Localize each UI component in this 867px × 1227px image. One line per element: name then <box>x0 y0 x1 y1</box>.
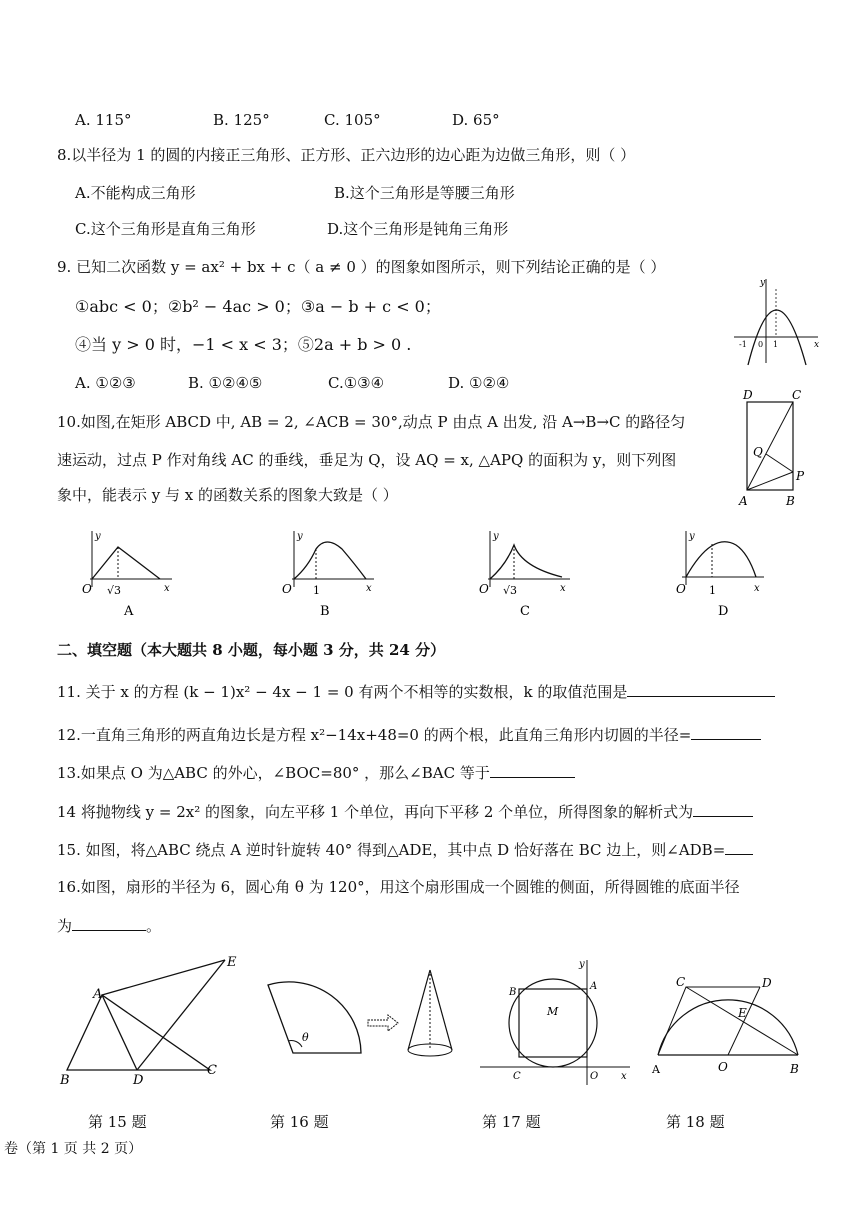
q7-option-d: D. 65° <box>452 111 500 129</box>
q11-answer-blank[interactable] <box>627 682 775 697</box>
fig17-label-b: B <box>509 987 517 998</box>
q9-option-d: D. ①②④ <box>448 374 510 392</box>
q9-statements-2: ④当 y > 0 时，−1 < x < 3；⑤2a + b > 0 . <box>75 335 412 354</box>
fig15-label-c: C <box>207 1063 217 1078</box>
q10-graph-c-x: x <box>560 583 566 594</box>
caption-q18: 第 18 题 <box>666 1113 725 1131</box>
q10-graph-b-tick: 1 <box>313 584 320 597</box>
q10-graph-a <box>80 527 180 622</box>
q11-stem: 11. 关于 x 的方程 (k − 1)x² − 4x − 1 = 0 有两个不相等的实数根，k 的取值范围是 <box>57 683 628 701</box>
q7-option-a: A. 115° <box>75 111 132 129</box>
q8-option-c: C.这个三角形是直角三角形 <box>75 220 256 238</box>
q14-stem: 14 将抛物线 y = 2x² 的图象，向左平移 1 个单位，再向下平移 2 个单位，所得图象的解析式为 <box>57 803 694 821</box>
fig16-theta: θ <box>302 1031 309 1044</box>
q10-graph-c-y: y <box>493 531 499 542</box>
q9-y-label: y <box>760 278 766 288</box>
q9-statements-1: ①abc < 0；②b² − 4ac > 0；③a − b + c < 0； <box>75 297 441 316</box>
fig17-label-x: x <box>621 1071 627 1082</box>
fig17-label-o: O <box>590 1071 599 1082</box>
q10-graph-b-y: y <box>297 531 303 542</box>
q9-origin-label: 0 <box>758 340 764 349</box>
fig18-label-c: C <box>676 975 686 989</box>
q10-graph-c-letter: C <box>520 604 530 619</box>
q10-graph-d-letter: D <box>718 604 729 619</box>
fig18-label-a: A <box>652 1063 660 1076</box>
q10-graph-a-letter: A <box>124 604 134 619</box>
fig17-label-m: M <box>547 1005 559 1018</box>
q10-graph-d-origin: O <box>676 582 686 596</box>
fig18-label-o: O <box>718 1060 728 1074</box>
q10-graph-d-y: y <box>689 531 695 542</box>
q14-answer-blank[interactable] <box>693 802 753 817</box>
q16-line-1: 16.如图，扇形的半径为 6，圆心角 θ 为 120°，用这个扇形围成一个圆锥的侧面，所得圆锥的底面半径 <box>57 878 740 896</box>
q10-label-a: A <box>739 494 748 508</box>
q11-text <box>57 682 775 702</box>
fig17-label-a: A <box>590 981 598 992</box>
q9-option-b: B. ①②④⑤ <box>188 374 263 392</box>
q10-graph-a-x: x <box>164 583 170 594</box>
q10-graph-b-origin: O <box>282 582 292 596</box>
q15-stem: 15. 如图，将△ABC 绕点 A 逆时针旋转 40° 得到△ADE，其中点 D 恰好落在 BC 边上，则∠ADB= <box>57 841 726 859</box>
q8-option-a: A.不能构成三角形 <box>75 184 196 202</box>
q10-label-b: B <box>786 494 795 508</box>
q9-option-a: A. ①②③ <box>75 374 136 392</box>
q15-text <box>57 840 753 860</box>
caption-q16: 第 16 题 <box>270 1113 329 1131</box>
q10-graph-d-x: x <box>754 583 760 594</box>
q10-graph-b-letter: B <box>320 604 330 619</box>
q10-graph-b <box>282 527 382 622</box>
figure-16 <box>258 965 458 1085</box>
q12-text <box>57 725 761 745</box>
q9-parabola-figure <box>730 275 822 367</box>
q10-graph-a-tick: √3 <box>107 584 122 597</box>
fig15-label-b: B <box>60 1073 70 1088</box>
figure-17 <box>475 955 640 1090</box>
q7-option-b: B. 125° <box>213 111 270 129</box>
fig17-label-c: C <box>513 1071 521 1082</box>
q10-line-2: 速运动，过点 P 作对角线 AC 的垂线，垂足为 Q，设 AQ = x, △APQ 的面积为 y，则下列图 <box>57 451 677 469</box>
q10-graph-b-x: x <box>366 583 372 594</box>
q13-stem: 13.如果点 O 为△ABC 的外心，∠BOC=80° ，那么∠BAC 等于 <box>57 764 490 782</box>
q16-stem-end: 为 <box>57 917 73 935</box>
caption-q15: 第 15 题 <box>88 1113 147 1131</box>
q10-graph-a-origin: O <box>82 582 92 596</box>
fig18-label-e: E <box>738 1006 747 1020</box>
q10-label-q: Q <box>753 445 763 459</box>
q7-option-c: C. 105° <box>324 111 381 129</box>
q10-graph-c-origin: O <box>479 582 489 596</box>
q16-answer-blank[interactable] <box>72 916 146 931</box>
fig15-label-e: E <box>227 955 237 970</box>
page-footer: 卷（第 1 页 共 2 页） <box>4 1141 143 1157</box>
q8-option-b: B.这个三角形是等腰三角形 <box>334 184 515 202</box>
q12-stem: 12.一直角三角形的两直角边长是方程 x²−14x+48=0 的两个根，此直角三角形内切圆的半径= <box>57 726 692 744</box>
q10-label-p: P <box>796 469 805 483</box>
q9-stem: 9. 已知二次函数 y = ax² + bx + c（ a ≠ 0 ）的图象如图所示，则下列结论正确的是（ ） <box>57 258 666 276</box>
q16-period: 。 <box>146 917 162 935</box>
fig15-label-a: A <box>93 987 103 1002</box>
q10-graph-d-tick: 1 <box>709 584 716 597</box>
q10-graph-d <box>672 527 772 622</box>
caption-q17: 第 17 题 <box>482 1113 541 1131</box>
q9-x-label: x <box>814 340 820 350</box>
q10-line-3: 象中，能表示 y 与 x 的函数关系的图象大致是（ ） <box>57 486 398 504</box>
q16-line-2 <box>57 916 161 936</box>
q14-text <box>57 802 753 822</box>
fig18-label-d: D <box>762 976 772 990</box>
q9-option-c: C.①③④ <box>328 374 385 392</box>
q10-graph-c <box>478 527 578 622</box>
q9-minus1-label: -1 <box>739 340 747 349</box>
fig18-label-b: B <box>790 1062 799 1076</box>
q8-option-d: D.这个三角形是钝角三角形 <box>327 220 509 238</box>
q12-answer-blank[interactable] <box>691 725 761 740</box>
figure-15 <box>55 950 255 1090</box>
q10-label-c: C <box>792 388 802 402</box>
q10-line-1: 10.如图,在矩形 ABCD 中, AB = 2, ∠ACB = 30°,动点 P 由点 A 出发, 沿 A→B→C 的路径匀 <box>57 413 686 431</box>
q10-graph-a-y: y <box>95 531 101 542</box>
q13-text <box>57 763 575 783</box>
q10-graph-c-tick: √3 <box>503 584 518 597</box>
fig15-label-d: D <box>133 1073 144 1088</box>
section-2-heading: 二、填空题（本大题共 8 小题，每小题 3 分，共 24 分） <box>57 641 446 659</box>
q10-label-d: D <box>743 388 753 402</box>
q9-one-label: 1 <box>773 340 779 349</box>
q15-answer-blank[interactable] <box>725 840 753 855</box>
fig17-label-y: y <box>579 959 585 970</box>
q10-rectangle-figure <box>735 388 815 513</box>
q8-stem: 8.以半径为 1 的圆的内接正三角形、正方形、正六边形的边心距为边做三角形，则（ ） <box>57 146 636 164</box>
q13-answer-blank[interactable] <box>490 763 575 778</box>
figure-18 <box>648 975 808 1085</box>
